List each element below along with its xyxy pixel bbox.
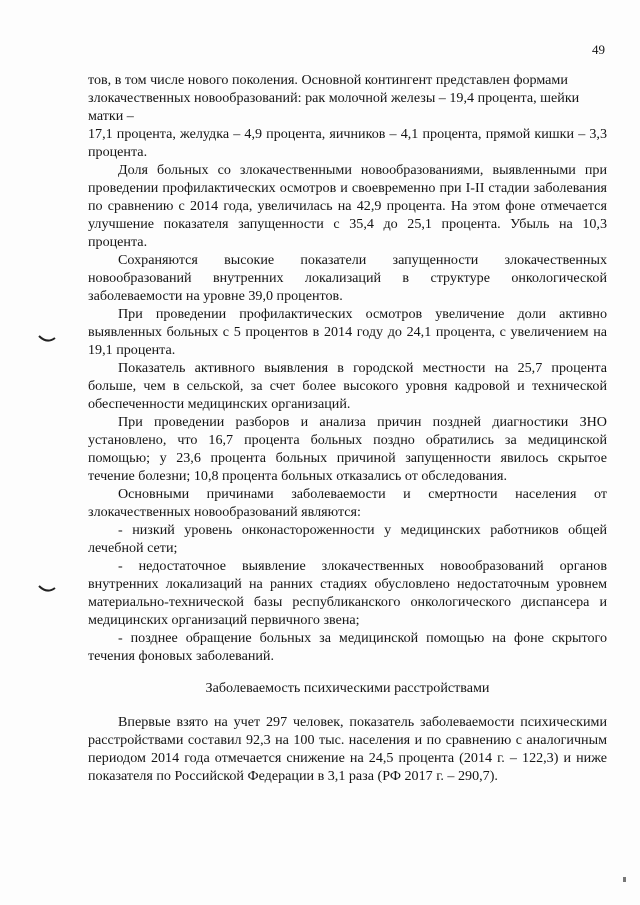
paragraph: При проведении профилактических осмотров увеличение доли активно выявленных больных с 5 процентов в 2014 году до 24,1 процента, с увеличением на 19,1 процента. [88,306,607,358]
list-item: - недостаточное выявление злокачественных новообразований органов внутренних локализаций на ранних стадиях обусловлено недостаточным уровнем материально-технической базы республиканского онкологического диспансера и медицинских организаций первичного звена; [88,558,607,628]
list-item: - позднее обращение больных за медицинской помощью на фоне скрытого течения фоновых заболеваний. [88,630,607,664]
margin-tick-mark [38,335,56,343]
paragraph: Впервые взято на учет 297 человек, показатель заболеваемости психическими расстройствами составил 92,3 на 100 тыс. населения и по сравнению с аналогичным периодом 2014 года отмечается снижение на 24,5 процента (2014 г. – 122,3) и ниже показателя по Российской Федерации в 3,1 раза (РФ 2017 г. – 290,7). [88,714,607,784]
section-heading: Заболеваемость психическими расстройствами [205,680,490,696]
paragraph: Основными причинами заболеваемости и смертности населения от злокачественных новообразований являются: [88,486,607,520]
document-body [88,71,607,785]
margin-tick-mark [38,585,56,593]
paragraph: Показатель активного выявления в городской местности на 25,7 процента больше, чем в сельской, за счет более высокого уровня кадровой и технической обеспеченности медицинских организаций. [88,360,607,412]
page-number: 49 [592,42,605,57]
paragraph: Сохраняются высокие показатели запущенности злокачественных новообразований внутренних локализаций в структуре онкологической заболеваемости на уровне 39,0 процентов. [88,252,607,304]
paragraph: При проведении разборов и анализа причин поздней диагностики ЗНО установлено, что 16,7 процента больных поздно обратились за медицинской помощью; у 23,6 процента больных причиной запущенности явилось скрытое течение болезни; 10,8 процента больных отказались от обследования. [88,414,607,484]
paragraph: 17,1 процента, желудка – 4,9 процента, яичников – 4,1 процента, прямой кишки – 3,3 процента. [88,126,607,160]
list-item: - низкий уровень онконастороженности у медицинских работников общей лечебной сети; [88,522,607,556]
paragraph: Доля больных со злокачественными новообразованиями, выявленными при проведении профилактических осмотров и своевременно при I-II стадии заболевания по сравнению с 2014 года, увеличилась на 42,9 процента. На этом фоне отмечается улучшение показателя запущенности с 35,4 до 25,1 процента. Убыль на 10,3 процента. [88,162,607,250]
scan-artifact [623,877,626,882]
paragraph: тов, в том числе нового поколения. Основной контингент представлен формами злокачественных новообразований: рак молочной железы – 19,4 процента, шейки матки – [88,72,580,124]
